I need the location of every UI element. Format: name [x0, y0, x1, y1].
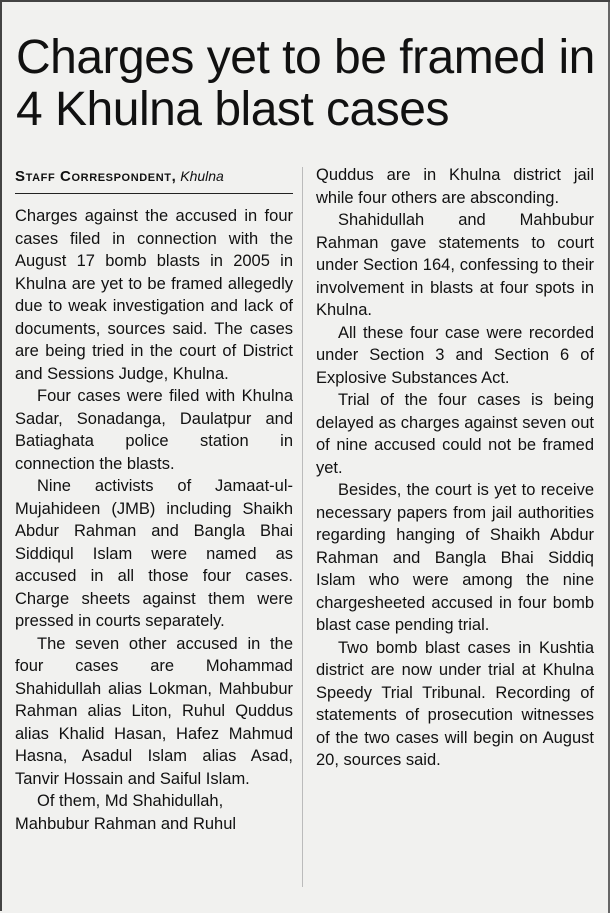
headline: Charges yet to be framed in 4 Khulna blast cases — [16, 31, 595, 136]
byline-location: Khulna — [180, 168, 224, 184]
paragraph: Besides, the court is yet to receive necessary papers from jail authorities regarding hanging of Shaikh Abdur Rahman and Bangla Bhai Siddiq Islam who were among the nine chargesheeted accused in four bomb blast case pending trial. — [316, 481, 594, 634]
column-right — [316, 164, 594, 772]
paragraph: Nine activists of Jamaat-ul-Mujahideen (JMB) including Shaikh Abdur Rahman and Bangla Bhai Siddiqul Islam were named as accused in all those four cases. Charge sheets against them were pressed in courts separately. — [15, 477, 293, 630]
byline-author: Staff Correspondent, — [15, 168, 177, 185]
paragraph: Trial of the four cases is being delayed as charges against seven out of nine accused could not be framed yet. — [316, 391, 594, 477]
paragraph: The seven other accused in the four cases are Mohammad Shahidullah alias Lokman, Mahbubur Rahman alias Liton, Ruhul Quddus alias Khalid Hasan, Hafez Mahmud Hasna, Asadul Islam alias Asad, Tanvir Hossain and Saiful Islam. — [15, 634, 293, 788]
paragraph: All these four case were recorded under Section 3 and Section 6 of Explosive Substances Act. — [316, 323, 594, 387]
column-left — [15, 205, 293, 835]
paragraph: Four cases were filed with Khulna Sadar, Sonadanga, Daulatpur and Batiaghata police station in connection the blasts. — [15, 387, 293, 473]
paragraph: Shahidullah and Mahbubur Rahman gave statements to court under Section 164, confessing to their involvement in blasts at four spots in Khulna. — [316, 211, 594, 319]
byline — [15, 166, 293, 194]
column-divider — [302, 167, 303, 887]
paragraph: Quddus are in Khulna district jail while four others are absconding. — [316, 166, 594, 207]
paragraph: Two bomb blast cases in Kushtia district are now under trial at Khulna Speedy Trial Tribunal. Recording of statements of prosecution witnesses of the two cases will begin on August 20, sources said. — [316, 638, 594, 769]
paragraph: Of them, Md Shahidullah, Mahbubur Rahman and Ruhul — [15, 792, 237, 833]
paragraph: Charges against the accused in four cases filed in connection with the August 17 bomb blasts in 2005 in Khulna are yet to be framed allegedly due to weak investigation and lack of documents, sources said. The cases are being tried in the court of District and Sessions Judge, Khulna. — [15, 207, 293, 383]
